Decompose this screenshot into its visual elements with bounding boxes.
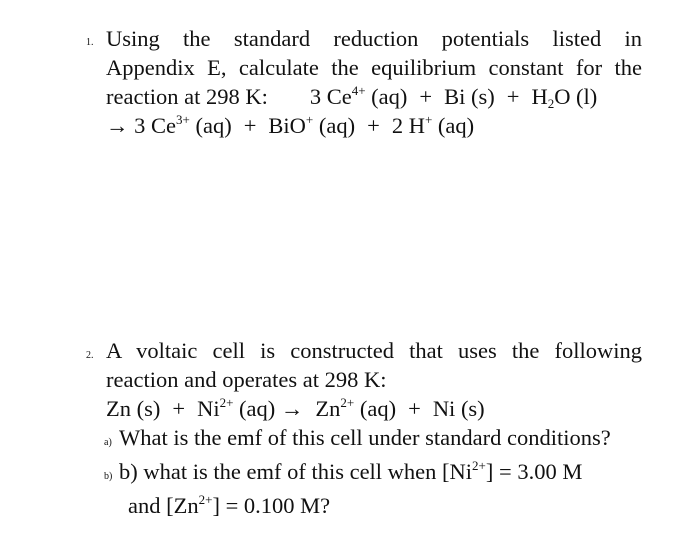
species-h-ion: 2 H+ xyxy=(391,112,433,138)
part-b-line: b) b) what is the emf of this cell when $[Ni^{2+}] = 3.00$ M xyxy=(106,457,642,491)
question-text: reaction at 298 K: xyxy=(106,84,268,109)
species-water: $H_2O$ (l) xyxy=(531,84,598,111)
species-ni-ion: $Ni^{2+}$ xyxy=(197,395,234,421)
question-text-line: A voltaic cell is constructed that uses the following xyxy=(106,338,642,363)
question-text-line: Using the standard reduction potentials listed in xyxy=(106,26,642,51)
species-ce4: 3 $Ce^{4+}$ xyxy=(309,83,366,109)
species-ni: Ni (s) xyxy=(432,396,485,421)
question-text-line: reaction and operates at 298 K: xyxy=(106,367,387,392)
question-body xyxy=(106,24,642,140)
species-ce3: 3 $Ce^{3+}$ xyxy=(134,112,190,138)
part-b-line-2: and $[Zn^{2+}] = 0.100$ M? xyxy=(128,492,331,518)
reaction-line: Zn $(s) + Ni^{2+}$ $(aq) \to Zn^{2+}$ (aq) + Ni (s) xyxy=(106,395,485,421)
part-b-label: b) xyxy=(104,471,113,482)
part-a-text: What is the emf of this cell under standard conditions? xyxy=(119,425,611,450)
question-text-line: Appendix E, calculate the equilibrium constant for the xyxy=(106,55,642,80)
question-number: 2. xyxy=(86,350,94,361)
reaction-arrow: → xyxy=(280,396,304,421)
question-body xyxy=(106,336,642,520)
species-zn-ion: $Zn^{2+}$ xyxy=(315,395,355,421)
reaction-line: reaction at 298 K: 3 $Ce^{4+}$ (aq) + Bi $(s) + H_2O$ (l) xyxy=(106,83,598,111)
species-zn: Zn (s) xyxy=(106,396,161,421)
question-number: 1. xyxy=(86,37,94,48)
species-bio: BiO+ xyxy=(268,112,314,138)
reaction-arrow: → xyxy=(106,113,129,138)
part-a-line xyxy=(106,423,642,457)
reaction-products-line: → 3 $Ce^{3+}$ (aq) + BiO+ (aq) + 2 H+ (aq) xyxy=(106,112,475,138)
part-a-label: a) xyxy=(104,437,112,448)
species-bi: Bi (s) xyxy=(444,84,495,109)
